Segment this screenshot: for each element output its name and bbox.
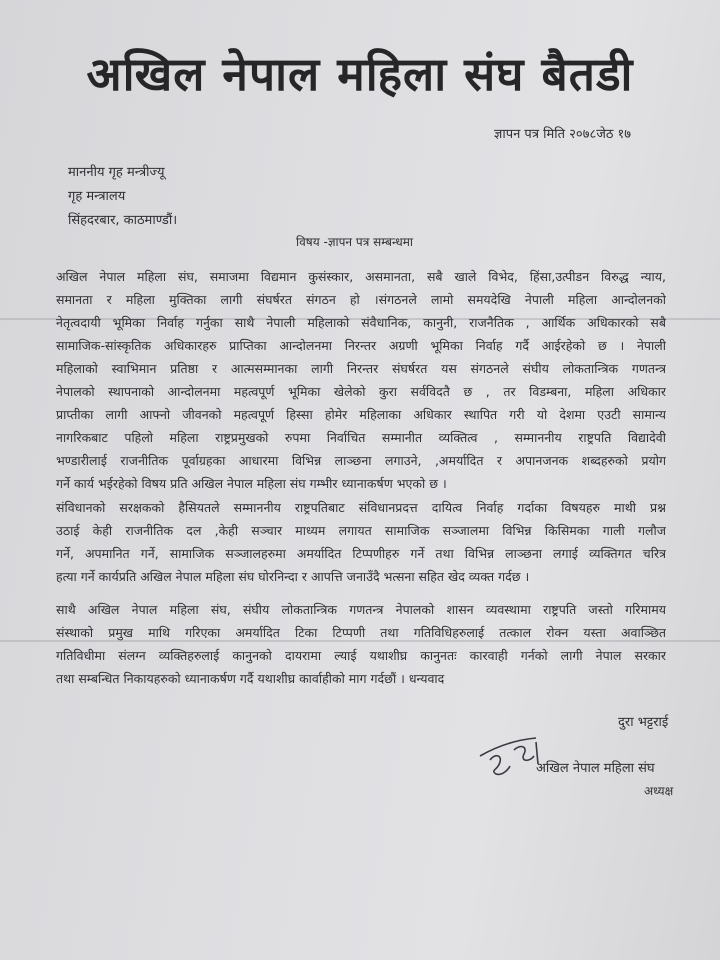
- paragraph-line: संस्थाको प्रमुख माथि गरिएका अमर्यादित टिका टिप्पणी तथा गतिविधिहरुलाई तत्काल रोक्न यस्ता अवाञ्छित: [56, 625, 666, 640]
- paragraph-line: उठाई केही राजनीतिक दल ,केही सञ्चार माध्यम लगायत सामाजिक सञ्जालमा विभिन्न किसिमका गाली गलौज: [56, 523, 666, 538]
- signatory-title: अध्यक्ष: [644, 784, 674, 798]
- paragraph-line: नेतृत्वदायी भूमिका निर्वाह गर्नुका साथै नेपाली महिलाको संवैधानिक, कानुनी, राजनैतिक , आर्थिक अधिकारको सबै: [56, 315, 666, 330]
- paragraph-line: संविधानको सरक्षकको हैसियतले सम्माननीय राष्ट्रपतिबाट संविधानप्रदत्त दायित्व निर्वाह गर्दाका विषयहरु माथी प्रश्न: [56, 500, 666, 515]
- paragraph-line: नागरिकबाट पहिलो महिला राष्ट्रप्रमुखको रुपमा निर्वाचित सम्मानीत व्यक्तित्व , सम्माननीय राष्ट्रपति विद्यादेवी: [56, 430, 666, 445]
- recipient-line: माननीय गृह मन्त्रीज्यू: [68, 165, 165, 180]
- paragraph-line: गतिविधीमा संलग्न व्यक्तिहरुलाई कानुनको दायरामा ल्याई यथाशीघ्र कानुनतः कारवाही गर्नको लागी नेपाल सरकार: [56, 648, 666, 663]
- letterhead-title: अखिल नेपाल महिला संघ बैतडी: [86, 47, 634, 101]
- paragraph-line: अखिल नेपाल महिला संघ, समाजमा विद्यमान कुसंस्कार, असमानता, सबै खाले विभेद, हिंसा,उत्पीडन विरुद्ध न्याय,: [56, 269, 666, 284]
- paragraph-line: हत्या गर्ने कार्यप्रति अखिल नेपाल महिला संघ घोरनिन्दा र आपत्ति जनाउँदै भत्सना सहित खेद व्यक्त गर्दछ ।: [56, 569, 530, 584]
- paragraph-line: समानता र महिला मुक्तिका लागी संघर्षरत संगठन हो ।संगठनले लामो समयदेखि नेपाली महिला आन्दोलनको: [56, 292, 666, 307]
- recipient-line: गृह मन्त्रालय: [68, 189, 126, 204]
- paragraph-line: साथै अखिल नेपाल महिला संघ, संघीय लोकतान्त्रिक गणतन्त्र नेपालको शासन व्यवस्थामा राष्ट्रपति जस्तो गरिमामय: [56, 602, 666, 617]
- body-paragraph-3: [56, 598, 666, 690]
- paragraph-line: नेपालको स्थापनाको आन्दोलनमा महत्वपूर्ण भूमिका खेलेको कुरा सर्वविदतै छ , तर विडम्बना, महिला अधिकार: [56, 384, 666, 399]
- paragraph-line: गर्ने कार्य भईरहेको विषय प्रति अखिल नेपाल महिला संघ गम्भीर ध्यानाकर्षण भएको छ ।: [56, 476, 447, 491]
- body-paragraph-2: [56, 496, 666, 588]
- paragraph-line: भण्डारीलाई राजनीतिक पूर्वाग्रहका आधारमा विभिन्न लाञ्छना लगाउने, ,अमर्यादित र अपानजनक शब्दहरुको प्रयोग: [56, 453, 666, 468]
- paragraph-line: महिलाको स्वाभिमान प्रतिष्ठा र आत्मसम्मानका लागी निरन्तर संघर्षरत यस संगठनले संघीय लोकतान्त्रिक गणतन्त्र: [56, 361, 666, 376]
- body-paragraph-1: [56, 265, 666, 495]
- signatory-organization: अखिल नेपाल महिला संघ: [536, 761, 655, 776]
- date-line: ज्ञापन पत्र मिति २०७८जेठ १७: [494, 127, 632, 142]
- signatory-name: दुरा भट्टराई: [618, 715, 669, 730]
- paragraph-line: प्राप्तीका लागी आफ्नो जीवनको महत्वपूर्ण हिस्सा होमेर महिलाका अधिकार स्थापित गरी यो देशमा एउटी सामान्य: [56, 407, 666, 422]
- paragraph-line: गर्ने, अपमानित गर्ने, सामाजिक सञ्जालहरुमा अमर्यादित टिप्पणीहरु गर्ने तथा विभिन्न लाञ्छना लगाई व्यक्तिगत चरित्र: [56, 546, 666, 561]
- paragraph-line: सामाजिक-सांस्कृतिक अधिकारहरु प्राप्तिका आन्दोलनमा निरन्तर अग्रणी भूमिका निर्वाह गर्दै आईरहेको छ । नेपाली: [56, 338, 666, 353]
- paragraph-line: तथा सम्बन्धित निकायहरुको ध्यानाकर्षण गर्दै यथाशीघ्र कार्वाहीको माग गर्दछौं । धन्यवाद: [56, 671, 445, 686]
- recipient-line: सिंहदरबार, काठमाण्डौं।: [68, 213, 178, 228]
- subject-line: विषय -ज्ञापन पत्र सम्बन्धमा: [296, 235, 414, 249]
